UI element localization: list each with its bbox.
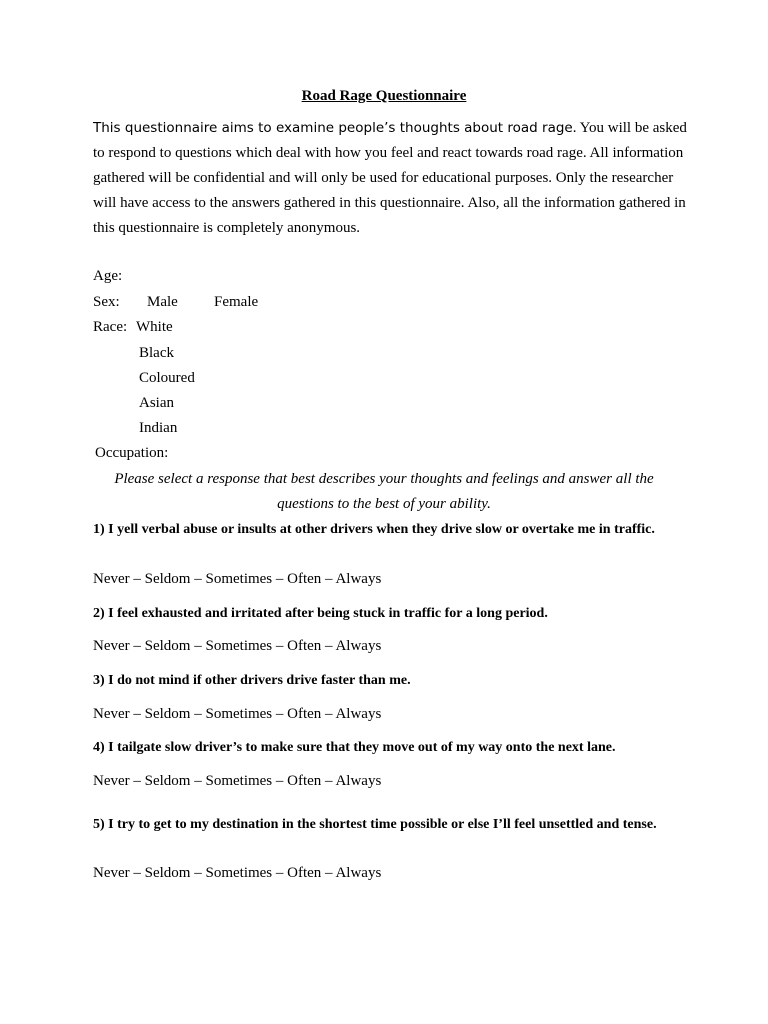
intro-lead: This questionnaire aims to examine people’s thoughts about road rage xyxy=(93,120,573,136)
instructions: Please select a response that best describes your thoughts and feelings and answer all the questions to the best of your ability. xyxy=(114,471,654,512)
race-option-black: Black xyxy=(139,345,174,361)
age-label: Age: xyxy=(93,268,123,284)
page-title: Road Rage Questionnaire xyxy=(301,88,467,104)
sex-option-male: Male xyxy=(147,294,178,310)
response-scale-1: Never – Seldom – Sometimes – Often – Always xyxy=(93,571,382,587)
race-option-coloured: Coloured xyxy=(139,370,195,386)
race-option-indian: Indian xyxy=(139,420,178,436)
intro-paragraph xyxy=(93,116,693,241)
question-2: 2) I feel exhausted and irritated after being stuck in traffic for a long period. xyxy=(93,606,548,621)
question-4: 4) I tailgate slow driver’s to make sure that they move out of my way onto the next lane. xyxy=(93,740,616,755)
sex-option-female: Female xyxy=(214,294,259,310)
response-scale-3: Never – Seldom – Sometimes – Often – Always xyxy=(93,706,382,722)
question-3: 3) I do not mind if other drivers drive faster than me. xyxy=(93,673,411,688)
question-1: 1) I yell verbal abuse or insults at other drivers when they drive slow or overtake me in traffic. xyxy=(93,522,655,537)
occupation-label: Occupation: xyxy=(95,445,169,461)
race-option-asian: Asian xyxy=(139,395,174,411)
response-scale-5: Never – Seldom – Sometimes – Often – Always xyxy=(93,865,382,881)
race-option-white: White xyxy=(136,319,173,335)
race-label: Race: xyxy=(93,319,128,335)
sex-label: Sex: xyxy=(93,294,120,310)
question-5: 5) I try to get to my destination in the shortest time possible or else I’ll feel unsettled and tense. xyxy=(93,817,657,832)
response-scale-4: Never – Seldom – Sometimes – Often – Always xyxy=(93,773,382,789)
intro-rest: . You will be asked to respond to questions which deal with how you feel and react towards road rage. All information gathered will be confidential and will only be used for educational purposes. Only the researcher will have access to the answers gathered in this questionnaire. Also, all the information gathered in this questionnaire is completely anonymous. xyxy=(93,120,687,236)
response-scale-2: Never – Seldom – Sometimes – Often – Always xyxy=(93,638,382,654)
